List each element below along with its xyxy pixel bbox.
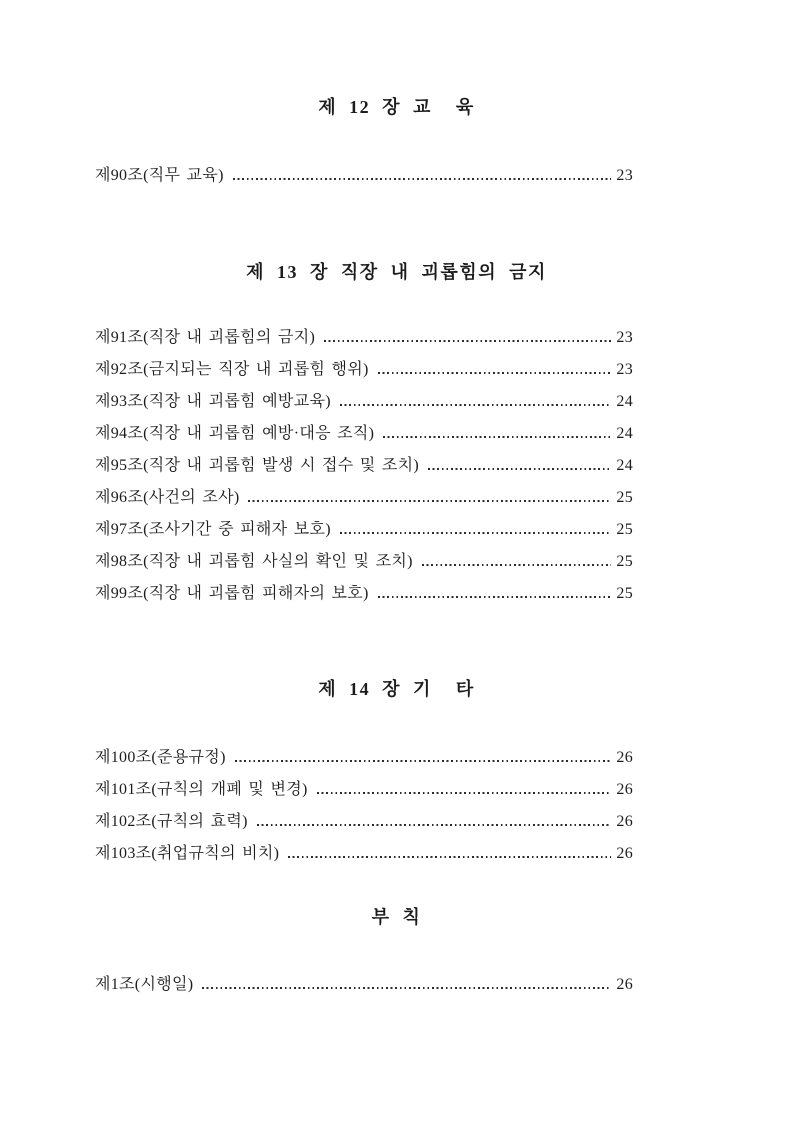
addendum-heading: 부 칙: [371, 907, 422, 927]
toc-entry-label: 제101조(규칙의 개폐 및 변경): [95, 781, 308, 798]
toc-entry-page: 26: [616, 781, 633, 798]
toc-entry: [95, 975, 633, 995]
toc-entry: [95, 424, 633, 444]
toc-entry-page: 26: [616, 813, 633, 830]
toc-entry-page: 25: [616, 585, 633, 602]
chapter-heading-14: 제 14 장 기 타: [318, 679, 475, 699]
toc-entry-label: 제90조(직무 교육): [95, 167, 224, 184]
toc-entry: [95, 584, 633, 604]
toc-entry-label: 제100조(준용규정): [95, 749, 226, 766]
toc-entry-label: 제99조(직장 내 괴롭힘 피해자의 보호): [95, 585, 369, 602]
toc-entry: [95, 520, 633, 540]
dot-leader: [288, 856, 611, 858]
toc-entry-page: 26: [616, 976, 633, 993]
toc-entry-page: 23: [616, 329, 633, 346]
dot-leader: [422, 564, 612, 566]
dot-leader: [378, 596, 612, 598]
toc-entry-page: 24: [616, 457, 633, 474]
toc-entry-label: 제94조(직장 내 괴롭힘 예방·대응 조직): [95, 425, 375, 442]
dot-leader: [257, 824, 612, 826]
dot-leader: [428, 468, 611, 470]
dot-leader: [233, 178, 612, 180]
toc-entry: [95, 780, 633, 800]
toc-entry-page: 24: [616, 425, 633, 442]
toc-entry: [95, 456, 633, 476]
toc-entry: [95, 166, 633, 186]
toc-entry-page: 23: [616, 361, 633, 378]
dot-leader: [324, 340, 611, 342]
toc-entry: [95, 328, 633, 348]
toc-entry-label: 제97조(조사기간 중 피해자 보호): [95, 521, 331, 538]
toc-entry-label: 제93조(직장 내 괴롭힘 예방교육): [95, 393, 331, 410]
toc-entry-label: 제96조(사건의 조사): [95, 489, 240, 506]
dot-leader: [202, 987, 611, 989]
toc-entry-page: 25: [616, 553, 633, 570]
toc-entry-page: 26: [616, 749, 633, 766]
toc-entry-label: 제92조(금지되는 직장 내 괴롭힘 행위): [95, 361, 369, 378]
chapter-heading-12: 제 12 장 교 육: [318, 97, 475, 117]
dot-leader: [235, 760, 612, 762]
dot-leader: [340, 532, 612, 534]
toc-entry: [95, 748, 633, 768]
dot-leader: [340, 404, 612, 406]
toc-entry: [95, 488, 633, 508]
toc-entry-label: 제1조(시행일): [95, 976, 194, 993]
toc-entry-label: 제95조(직장 내 괴롭힘 발생 시 접수 및 조치): [95, 457, 420, 474]
toc-entry: [95, 552, 633, 572]
toc-entry: [95, 812, 633, 832]
dot-leader: [317, 792, 612, 794]
chapter-heading-13: 제 13 장 직장 내 괴롭힘의 금지: [246, 262, 547, 282]
toc-entry: [95, 360, 633, 380]
toc-entry-page: 23: [616, 167, 633, 184]
toc-entry-label: 제102조(규칙의 효력): [95, 813, 248, 830]
toc-entry-page: 25: [616, 489, 633, 506]
dot-leader: [248, 500, 611, 502]
toc-entry-label: 제91조(직장 내 괴롭힘의 금지): [95, 329, 316, 346]
toc-entry-page: 25: [616, 521, 633, 538]
toc-entry-label: 제98조(직장 내 괴롭힘 사실의 확인 및 조치): [95, 553, 413, 570]
toc-entry-label: 제103조(취업규칙의 비치): [95, 845, 280, 862]
toc-entry-page: 24: [616, 393, 633, 410]
toc-entry: [95, 392, 633, 412]
dot-leader: [378, 372, 612, 374]
toc-entry: [95, 844, 633, 864]
toc-entry-page: 26: [616, 845, 633, 862]
dot-leader: [383, 436, 611, 438]
